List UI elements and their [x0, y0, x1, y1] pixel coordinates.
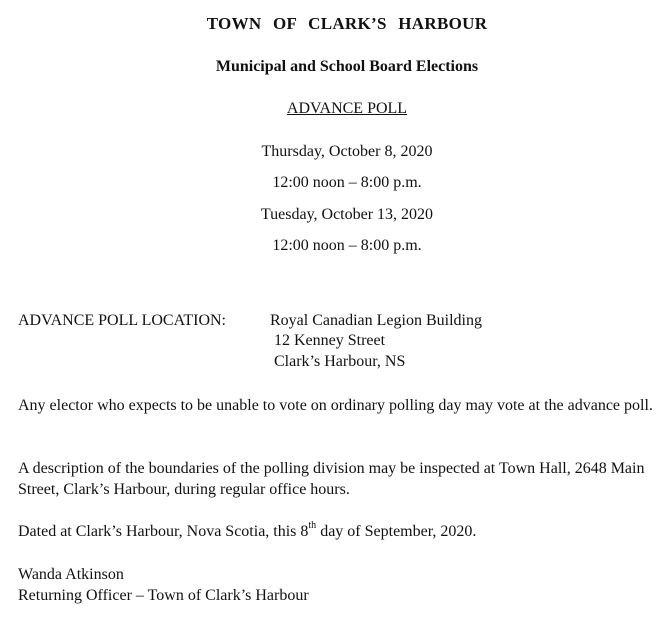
location-label: ADVANCE POLL LOCATION: — [18, 312, 226, 329]
elector-paragraph: Any elector who expects to be unable to vote on ordinary polling day may vote at the advance poll. — [18, 397, 653, 414]
dated-superscript: th — [308, 519, 317, 531]
poll-date-2: Tuesday, October 13, 2020 — [260, 206, 434, 223]
notice-subtitle: Municipal and School Board Elections — [215, 58, 479, 75]
dated-line — [18, 521, 658, 542]
boundaries-paragraph: A description of the boundaries of the polling division may be inspected at Town Hall, 2648 Main Street, Clark’s Harbour, during regular office hours. — [18, 460, 645, 498]
dated-text-before: Dated at Clark’s Harbour, Nova Scotia, this 8 — [18, 523, 309, 540]
location-town: Clark’s Harbour, NS — [274, 353, 406, 370]
signatory-role: Returning Officer – Town of Clark’s Harbour — [18, 587, 309, 604]
poll-hours-2: 12:00 noon – 8:00 p.m. — [272, 237, 422, 254]
dated-text-after: day of September, 2020. — [316, 523, 477, 540]
signatory-name: Wanda Atkinson — [18, 566, 124, 583]
location-building: Royal Canadian Legion Building — [270, 312, 482, 329]
notice-title: TOWN OF CLARK’S HARBOUR — [206, 14, 488, 33]
poll-date-1: Thursday, October 8, 2020 — [261, 143, 433, 160]
advance-poll-heading: ADVANCE POLL — [286, 100, 408, 117]
poll-hours-1: 12:00 noon – 8:00 p.m. — [272, 174, 422, 191]
location-street: 12 Kenney Street — [274, 332, 386, 349]
